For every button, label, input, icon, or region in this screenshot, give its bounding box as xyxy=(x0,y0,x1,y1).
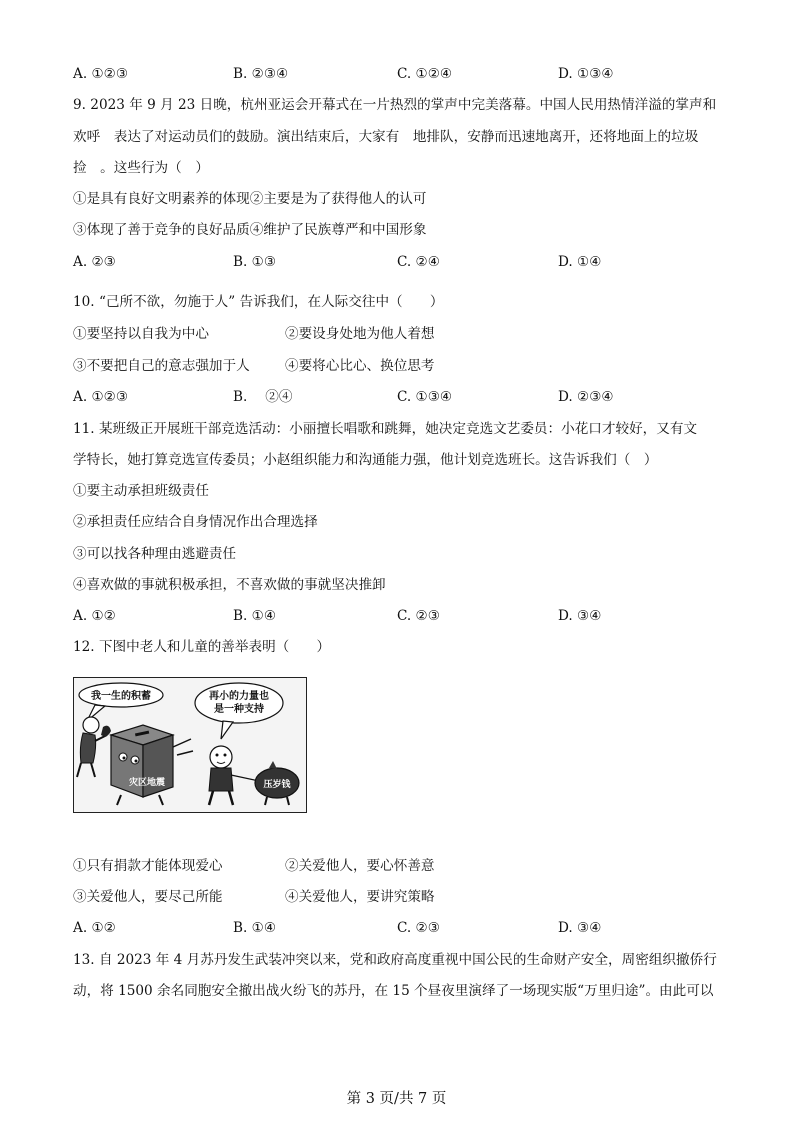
q11-option-d: D. ③④ xyxy=(558,608,602,624)
bubble-left-text: 我一生的积蓄 xyxy=(91,691,151,702)
q11-statement-2: ②承担责任应结合自身情况作出合理选择 xyxy=(73,514,318,530)
q12-statement-3: ③关爱他人，要尽己所能 xyxy=(73,889,223,905)
bubble-right-text-2: 是一种支持 xyxy=(214,704,264,715)
q12-option-d: D. ③④ xyxy=(558,920,602,936)
q9-option-a: A. ②③ xyxy=(73,254,116,270)
q11-line-2: 学特长，她打算竞选宣传委员；小赵组织能力和沟通能力强，他计划竞选班长。这告诉我们（ ） xyxy=(73,452,658,468)
q10-option-c: C. ①③④ xyxy=(397,389,453,405)
q11-option-c: C. ②③ xyxy=(397,608,440,624)
q12-option-b: B. ①④ xyxy=(233,920,277,936)
option-c: C. ①②④ xyxy=(397,66,453,82)
q10-line-1: 10. “己所不欲，勿施于人” 告诉我们，在人际交往中（ ） xyxy=(73,294,444,310)
q11-option-a: A. ①② xyxy=(73,608,116,624)
q12-option-a: A. ①② xyxy=(73,920,116,936)
q12-cartoon xyxy=(73,677,307,813)
piggy-label: 压岁钱 xyxy=(263,780,291,790)
q12-option-c: C. ②③ xyxy=(397,920,440,936)
q12-statement-1: ①只有捐款才能体现爱心 xyxy=(73,858,223,874)
page-footer: 第 3 页/共 7 页 xyxy=(346,1091,447,1107)
q12-statement-2: ②关爱他人，要心怀善意 xyxy=(285,858,435,874)
q11-statement-4: ④喜欢做的事就积极承担，不喜欢做的事就坚决推卸 xyxy=(73,577,386,593)
q10-option-d: D. ②③④ xyxy=(558,389,614,405)
q13-line-2: 动，将 1500 余名同胞安全撤出战火纷飞的苏丹，在 15 个昼夜里演绎了一场现实版“万里归途”。由此可以 xyxy=(73,983,714,999)
q11-line-1: 11. 某班级正开展班干部竞选活动：小丽擅长唱歌和跳舞，她决定竞选文艺委员：小花口才较好，又有文 xyxy=(73,421,698,437)
q9-statement-1: ①是具有良好文明素养的体现②主要是为了获得他人的认可 xyxy=(73,191,427,207)
q9-line-3: 捡 。这些行为（ ） xyxy=(73,160,209,176)
q9-line-1: 9. 2023 年 9 月 23 日晚，杭州亚运会开幕式在一片热烈的掌声中完美落幕。中国人民用热情洋溢的掌声和 xyxy=(73,97,717,113)
q10-statement-3: ③不要把自己的意志强加于人 xyxy=(73,358,250,374)
q10-option-b: B. ②④ xyxy=(233,389,293,405)
q9-option-c: C. ②④ xyxy=(397,254,440,270)
option-d: D. ①③④ xyxy=(558,66,614,82)
q9-statement-2: ③体现了善于竞争的良好品质④维护了民族尊严和中国形象 xyxy=(73,222,427,238)
q12-statement-4: ④关爱他人，要讲究策略 xyxy=(285,889,435,905)
q11-statement-1: ①要主动承担班级责任 xyxy=(73,483,209,499)
bubble-right-text-1: 再小的力量也 xyxy=(209,691,269,702)
q10-statement-4: ④要将心比心、换位思考 xyxy=(285,358,435,374)
q9-option-d: D. ①④ xyxy=(558,254,602,270)
q12-line-1: 12. 下图中老人和儿童的善举表明（ ） xyxy=(73,639,331,655)
q10-option-a: A. ①②③ xyxy=(73,389,129,405)
box-label: 灾区地震 xyxy=(129,778,166,788)
q9-option-b: B. ①③ xyxy=(233,254,277,270)
q10-statement-2: ②要设身处地为他人着想 xyxy=(285,326,435,342)
option-b: B. ②③④ xyxy=(233,66,289,82)
option-a: A. ①②③ xyxy=(73,66,129,82)
q11-option-b: B. ①④ xyxy=(233,608,277,624)
q10-statement-1: ①要坚持以自我为中心 xyxy=(73,326,209,342)
q9-line-2: 欢呼 表达了对运动员们的鼓励。演出结束后，大家有 地排队，安静而迅速地离开，还将地面上的垃圾 xyxy=(73,129,699,145)
q13-line-1: 13. 自 2023 年 4 月苏丹发生武装冲突以来，党和政府高度重视中国公民的生命财产安全，周密组织撤侨行 xyxy=(73,952,717,968)
q11-statement-3: ③可以找各种理由逃避责任 xyxy=(73,546,237,562)
